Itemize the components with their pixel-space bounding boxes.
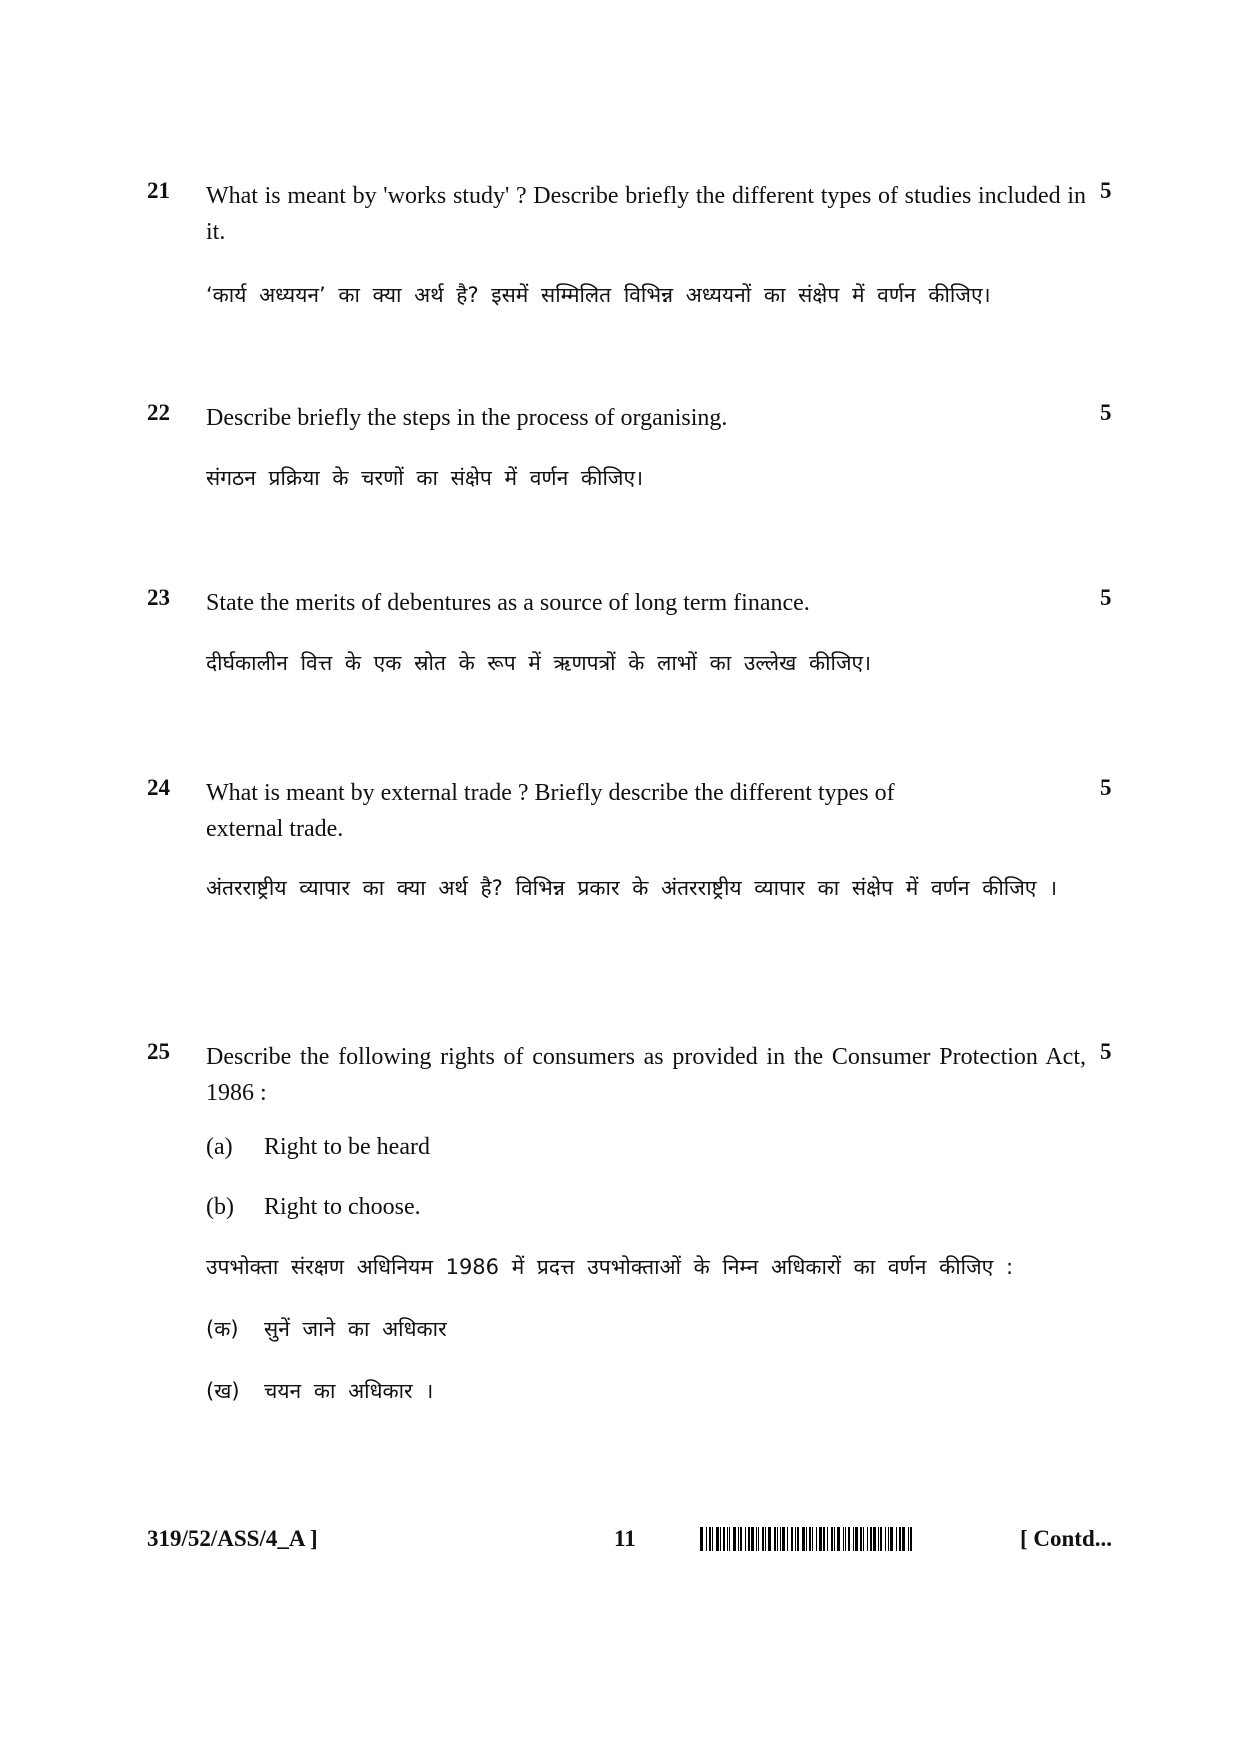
- question-marks: 5: [1100, 178, 1112, 203]
- sub-item-ka: [206, 1315, 447, 1343]
- question-number: 21: [147, 178, 170, 203]
- question-text-english: Describe the following rights of consumers as provided in the Consumer Protection Act, 1986 :: [206, 1044, 1086, 1106]
- sub-item-kha: [206, 1377, 433, 1405]
- sub-item-label: (क): [206, 1317, 239, 1341]
- question-text-english: What is meant by 'works study' ? Describe briefly the different types of studies included in it.: [206, 183, 1086, 245]
- barcode: [700, 1527, 1020, 1551]
- contd-label: [ Contd...: [1020, 1526, 1113, 1551]
- question-text-hindi: दीर्घकालीन वित्त के एक स्रोत के रूप में ऋणपत्रों के लाभों का उल्लेख कीजिए।: [206, 651, 872, 675]
- sub-item-text: Right to choose.: [264, 1194, 421, 1220]
- question-number: 24: [147, 775, 170, 800]
- sub-item-b: [206, 1194, 421, 1221]
- page-number: 11: [614, 1526, 636, 1551]
- sub-item-text: Right to be heard: [264, 1134, 430, 1160]
- sub-item-label: (a): [206, 1134, 233, 1160]
- question-marks: 5: [1100, 775, 1112, 800]
- question-text-hindi: संगठन प्रक्रिया के चरणों का संक्षेप में वर्णन कीजिए।: [206, 466, 644, 490]
- question-marks: 5: [1100, 400, 1112, 425]
- question-number: 23: [147, 585, 170, 610]
- sub-item-label: (b): [206, 1194, 234, 1220]
- question-number: 25: [147, 1039, 170, 1064]
- question-text-english: Describe briefly the steps in the process of organising.: [206, 405, 728, 431]
- question-text-hindi: अंतरराष्ट्रीय व्यापार का क्या अर्थ है? विभिन्न प्रकार के अंतरराष्ट्रीय व्यापार का संक्षेप में वर्णन कीजिए ।: [206, 876, 1058, 900]
- sub-item-text: चयन का अधिकार ।: [264, 1379, 434, 1403]
- paper-code: 319/52/ASS/4_A ]: [147, 1526, 318, 1551]
- question-text-hindi: उपभोक्ता संरक्षण अधिनियम 1986 में प्रदत्त उपभोक्ताओं के निम्न अधिकारों का वर्णन कीजिए :: [206, 1255, 1014, 1279]
- sub-item-a: [206, 1134, 430, 1161]
- question-number: 22: [147, 400, 170, 425]
- question-text-english: What is meant by external trade ? Briefly describe the different types of external trade.: [206, 780, 895, 842]
- sub-item-label: (ख): [206, 1379, 240, 1403]
- question-text-hindi: ‘कार्य अध्ययन’ का क्या अर्थ है? इसमें सम्मिलित विभिन्न अध्ययनों का संक्षेप में वर्णन कीजिए।: [206, 283, 991, 307]
- question-text-english: State the merits of debentures as a source of long term finance.: [206, 590, 810, 616]
- question-marks: 5: [1100, 1039, 1112, 1064]
- question-marks: 5: [1100, 585, 1112, 610]
- sub-item-text: सुनें जाने का अधिकार: [264, 1317, 447, 1341]
